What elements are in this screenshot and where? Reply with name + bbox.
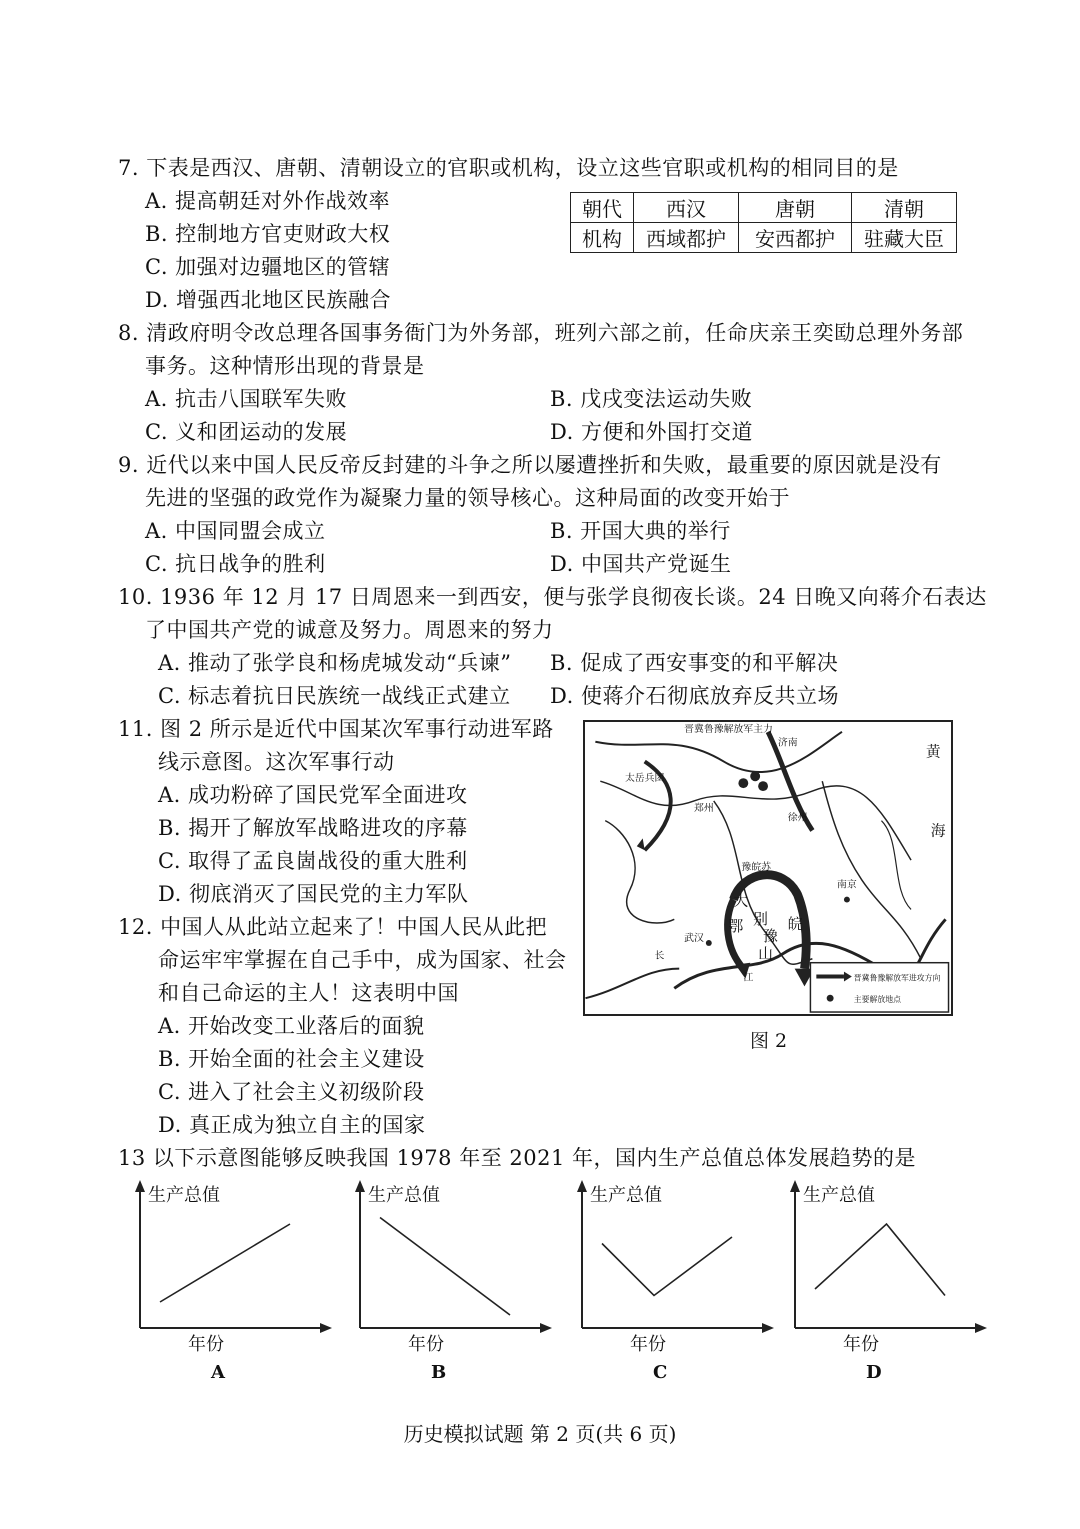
map-label-e: 鄂 — [728, 918, 744, 936]
chart-option-letter: C — [653, 1362, 668, 1383]
table-cell: 西汉 — [634, 193, 739, 223]
page-footer: 历史模拟试题 第 2 页(共 6 页) — [403, 1422, 677, 1446]
q7-table — [570, 192, 957, 253]
q12-stem-line3: 和自己命运的主人！这表明中国 — [158, 981, 459, 1005]
y-axis-arrow — [135, 1180, 145, 1192]
trend-line-a — [160, 1224, 290, 1302]
map-label-chang: 长 — [654, 950, 665, 962]
map-label-dabie-2: 别 — [753, 911, 768, 929]
trend-line-b — [380, 1218, 510, 1316]
x-axis-arrow — [975, 1323, 987, 1333]
q8-stem-line2: 事务。这种情形出现的背景是 — [145, 354, 425, 378]
q12-stem-line2: 命运牢牢掌握在自己手中，成为国家、社会 — [158, 948, 567, 972]
chart-y-label: 生产总值 — [803, 1185, 875, 1206]
q11-stem-line2: 线示意图。这次军事行动 — [158, 750, 395, 774]
q12-option-c: C. 进入了社会主义初级阶段 — [158, 1080, 425, 1104]
q10-option-c: C. 标志着抗日民族统一战线正式建立 — [158, 684, 511, 708]
q10-option-b: B. 促成了西安事变的和平解决 — [550, 651, 839, 675]
q11-option-d: D. 彻底消灭了国民党的主力军队 — [158, 882, 469, 906]
q9-stem-line1: 9. 近代以来中国人民反帝反封建的斗争之所以屡遭挫折和失败，最重要的原因就是没有 — [118, 453, 942, 477]
q9-option-c: C. 抗日战争的胜利 — [145, 552, 326, 576]
y-axis-arrow — [790, 1180, 800, 1192]
x-axis-arrow — [540, 1323, 552, 1333]
table-cell: 唐朝 — [739, 193, 852, 223]
q12-option-b: B. 开始全面的社会主义建设 — [158, 1047, 425, 1071]
map-label-jiang: 江 — [743, 972, 754, 984]
map-label-hai: 海 — [930, 822, 946, 840]
q10-option-a: A. 推动了张学良和杨虎城发动“兵谏” — [158, 651, 512, 675]
q11-option-b: B. 揭开了解放军战略进攻的序幕 — [158, 816, 468, 840]
chart-y-label: 生产总值 — [148, 1185, 220, 1206]
x-axis-arrow — [320, 1323, 332, 1333]
chart-axes — [795, 1188, 977, 1328]
q8-stem-line1: 8. 清政府明令改总理各国事务衙门为外务部，班列六部之前，任命庆亲王奕劻总理外务部 — [118, 321, 964, 345]
chart-option-letter: B — [431, 1362, 447, 1383]
q7-stem: 7. 下表是西汉、唐朝、清朝设立的官职或机构，设立这些官职或机构的相同目的是 — [118, 156, 899, 180]
chart-x-label: 年份 — [843, 1334, 879, 1355]
map-label-dabie-1: 大 — [733, 892, 749, 910]
map-label-wan: 皖 — [787, 916, 803, 934]
x-axis-arrow — [762, 1323, 774, 1333]
q7-option-c: C. 加强对边疆地区的管辖 — [145, 255, 391, 279]
q11-option-c: C. 取得了孟良崮战役的重大胜利 — [158, 849, 468, 873]
table-cell: 西域都护 — [634, 223, 739, 253]
figure-2-caption: 图 2 — [750, 1030, 788, 1052]
q9-option-a: A. 中国同盟会成立 — [145, 519, 326, 543]
map-legend-dot: 主要解放地点 — [853, 995, 902, 1005]
chart-axes — [140, 1188, 322, 1328]
trend-line-c — [602, 1237, 732, 1296]
chart-axes — [360, 1188, 542, 1328]
chart-y-label: 生产总值 — [368, 1185, 440, 1206]
q10-stem-line2: 了中国共产党的诚意及努力。周恩来的努力 — [145, 618, 554, 642]
q12-option-d: D. 真正成为独立自主的国家 — [158, 1113, 426, 1137]
map-label-zhengzhou: 郑州 — [694, 802, 714, 814]
chart-x-label: 年份 — [188, 1334, 224, 1355]
table-cell: 驻藏大臣 — [852, 223, 957, 253]
chart-option-letter: A — [211, 1362, 225, 1383]
q7-option-a: A. 提高朝廷对外作战效率 — [145, 189, 391, 213]
q9-stem-line2: 先进的坚强的政党作为凝聚力量的领导核心。这种局面的改变开始于 — [145, 486, 790, 510]
q8-option-b: B. 戊戌变法运动失败 — [550, 387, 753, 411]
q12-option-a: A. 开始改变工业落后的面貌 — [158, 1014, 425, 1038]
map-label-xuzhou: 徐州 — [787, 812, 808, 824]
map-label-wuhan: 武汉 — [684, 933, 704, 944]
map-label-nanjing: 南京 — [837, 879, 857, 891]
chart-x-label: 年份 — [408, 1334, 444, 1355]
map-label-huang: 黄 — [925, 743, 941, 761]
map-label-army: 晋冀鲁豫解放军主力 — [684, 723, 773, 735]
table-cell: 安西都护 — [739, 223, 852, 253]
q7-option-d: D. 增强西北地区民族融合 — [145, 288, 391, 312]
map-label-taiyue: 太岳兵团 — [624, 773, 665, 785]
figure-2-map — [583, 720, 953, 1016]
q8-option-a: A. 抗击八国联军失败 — [145, 387, 348, 411]
q7-option-b: B. 控制地方官吏财政大权 — [145, 222, 391, 246]
y-axis-arrow — [355, 1180, 365, 1192]
trend-line-d — [815, 1224, 945, 1296]
map-label-jinan: 济南 — [777, 737, 798, 749]
map-legend-arrow: 晋冀鲁豫解放军进攻方向 — [853, 973, 941, 983]
q9-option-d: D. 中国共产党诞生 — [550, 552, 732, 576]
map-label-yuwansu: 豫皖苏 — [741, 861, 771, 873]
q11-stem-line1: 11. 图 2 所示是近代中国某次军事行动进军路 — [118, 717, 554, 741]
chart-option-letter: D — [866, 1362, 882, 1383]
table-cell: 朝代 — [571, 193, 634, 223]
q10-option-d: D. 使蒋介石彻底放弃反共立场 — [550, 684, 839, 708]
chart-y-label: 生产总值 — [590, 1185, 662, 1206]
map-label-shan: 山 — [758, 945, 773, 963]
q8-option-d: D. 方便和外国打交道 — [550, 420, 753, 444]
q13-stem: 13 以下示意图能够反映我国 1978 年至 2021 年，国内生产总值总体发展趋势的是 — [118, 1146, 916, 1170]
chart-x-label: 年份 — [630, 1334, 666, 1355]
table-cell: 清朝 — [852, 193, 957, 223]
q8-option-c: C. 义和团运动的发展 — [145, 420, 348, 444]
q12-stem-line1: 12. 中国人从此站立起来了！中国人民从此把 — [118, 915, 548, 939]
map-label-yu: 豫 — [763, 928, 778, 945]
q10-stem-line1: 10. 1936 年 12 月 17 日周恩来一到西安，便与张学良彻夜长谈。24 日晚又向蒋介石表达 — [118, 585, 987, 609]
q9-option-b: B. 开国大典的举行 — [550, 519, 731, 543]
y-axis-arrow — [577, 1180, 587, 1192]
chart-axes — [582, 1188, 764, 1328]
table-cell: 机构 — [571, 223, 634, 253]
q11-option-a: A. 成功粉碎了国民党军全面进攻 — [158, 783, 468, 807]
